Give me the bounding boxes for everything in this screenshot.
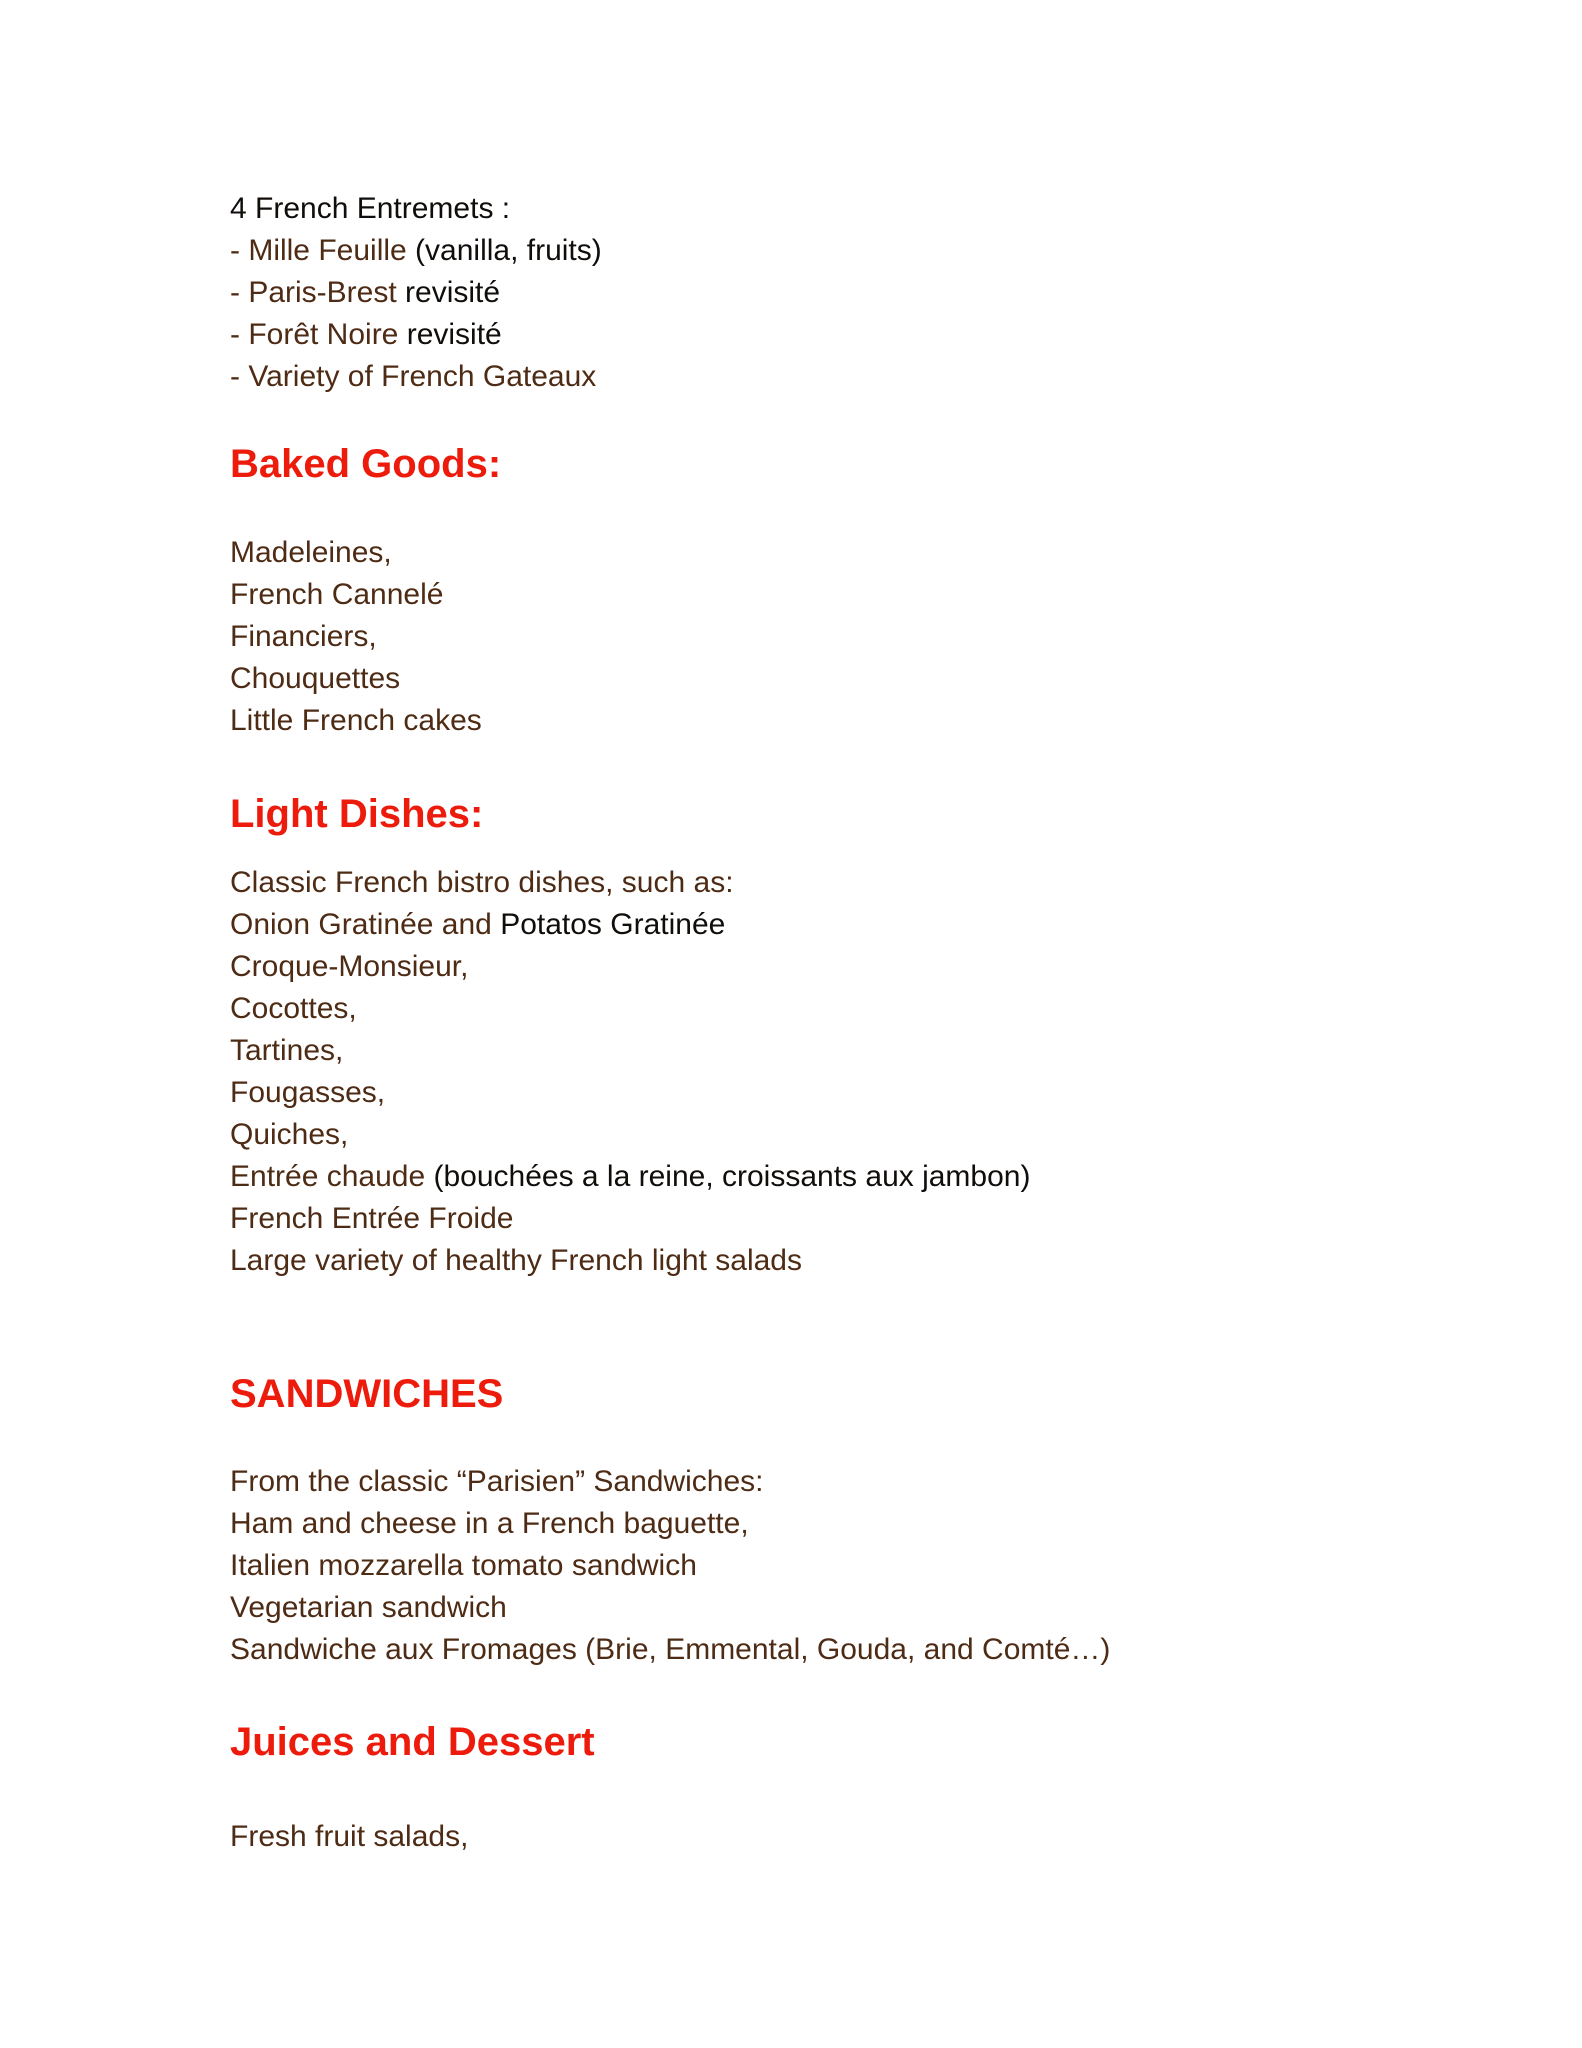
intro-item-detail: (vanilla, fruits) [415, 234, 602, 267]
intro-item-line [230, 356, 1492, 398]
menu-item-line: Sandwiche aux Fromages (Brie, Emmental, Gouda, and Comté…) [230, 1633, 1111, 1666]
menu-item-line: Chouquettes [230, 662, 401, 695]
menu-item-line: Large variety of healthy French light salads [230, 1244, 802, 1277]
menu-item-line: Vegetarian sandwich [230, 1591, 507, 1624]
menu-item-line: Financiers, [230, 620, 377, 653]
intro-title-line [230, 188, 1492, 230]
section-heading-baked-goods: Baked Goods: [230, 442, 502, 486]
menu-item-detail: Potatos Gratinée [500, 908, 726, 941]
menu-item-name: Entrée chaude [230, 1160, 434, 1193]
menu-item-line: From the classic “Parisien” Sandwiches: [230, 1465, 764, 1498]
light-dishes-list [230, 862, 1492, 1282]
intro-item-name: - Forêt Noire [230, 318, 407, 351]
menu-item-line: Tartines, [230, 1034, 344, 1067]
menu-item-line: Classic French bistro dishes, such as: [230, 866, 734, 899]
intro-item-name: - Variety of French Gateaux [230, 360, 597, 393]
intro-paragraph [230, 188, 1492, 398]
menu-item-line: Cocottes, [230, 992, 357, 1025]
juices-dessert-list [230, 1816, 1492, 1858]
intro-item-name: - Paris-Brest [230, 276, 406, 309]
menu-item-line: Madeleines, [230, 536, 392, 569]
menu-item-name: Onion Gratinée and [230, 908, 501, 941]
menu-item-line: Little French cakes [230, 704, 482, 737]
menu-item-line: Croque-Monsieur, [230, 950, 469, 983]
sandwiches-list [230, 1461, 1492, 1671]
menu-item-line: Fresh fruit salads, [230, 1820, 469, 1853]
menu-item-line: Italien mozzarella tomato sandwich [230, 1549, 697, 1582]
baked-goods-list [230, 532, 1492, 742]
intro-item-name: - Mille Feuille [230, 234, 416, 267]
intro-item-line [230, 272, 1492, 314]
menu-item-line [230, 1156, 1492, 1198]
intro-item-line [230, 230, 1492, 272]
intro-item-line [230, 314, 1492, 356]
section-heading-sandwiches: SANDWICHES [230, 1372, 504, 1416]
section-heading-juices-dessert: Juices and Dessert [230, 1720, 595, 1764]
section-heading-light-dishes: Light Dishes: [230, 792, 484, 836]
intro-item-detail: revisité [406, 318, 502, 351]
menu-item-detail: (bouchées a la reine, croissants aux jambon) [433, 1160, 1031, 1193]
menu-item-line [230, 904, 1492, 946]
intro-title: 4 French Entremets : [230, 192, 511, 225]
menu-item-line: French Cannelé [230, 578, 444, 611]
menu-item-line: French Entrée Froide [230, 1202, 514, 1235]
menu-item-line: Quiches, [230, 1118, 349, 1151]
menu-item-line: Fougasses, [230, 1076, 386, 1109]
intro-item-detail: revisité [405, 276, 501, 309]
menu-item-line: Ham and cheese in a French baguette, [230, 1507, 749, 1540]
